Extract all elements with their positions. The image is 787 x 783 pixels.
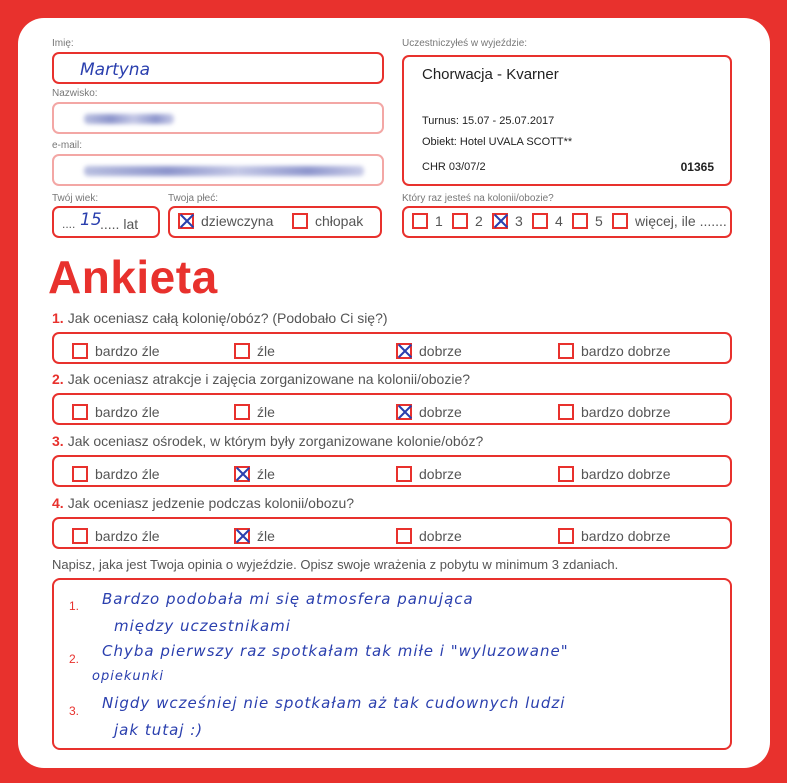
checkbox[interactable] — [558, 404, 574, 420]
surname-field[interactable] — [52, 102, 384, 134]
redacted-email — [84, 166, 364, 176]
q1-option-dobrze[interactable]: dobrze — [396, 343, 462, 359]
trip-obiekt: Obiekt: Hotel UVALA SCOTT** — [422, 136, 573, 148]
checkbox[interactable] — [72, 404, 88, 420]
q1-option-bardzo-zle[interactable]: bardzo źle — [72, 343, 160, 359]
checkbox[interactable] — [452, 213, 468, 229]
checkbox[interactable] — [72, 466, 88, 482]
email-field[interactable] — [52, 154, 384, 186]
opinion-3-line1: Nigdy wcześniej nie spotkałam aż tak cudownych ludzi — [102, 694, 566, 712]
question-3-options — [52, 455, 732, 487]
opinion-prompt: Napisz, jaka jest Twoja opinia o wyjeździe. Opisz swoje wrażenia z pobytu w minimum 3 zdaniach. — [52, 557, 619, 572]
opinion-num-3: 3. — [69, 704, 80, 718]
q3-option-zle[interactable]: źle — [234, 466, 275, 482]
question-2-options — [52, 393, 732, 425]
q1-option-bardzo-dobrze[interactable]: bardzo dobrze — [558, 343, 671, 359]
checkbox[interactable] — [72, 528, 88, 544]
trip-turnus: Turnus: 15.07 - 25.07.2017 — [422, 115, 555, 127]
gender-field — [168, 206, 382, 238]
question-3: 3. Jak oceniasz ośrodek, w którym były zorganizowane kolonie/obóz? — [52, 433, 484, 449]
surname-label: Nazwisko: — [52, 88, 98, 99]
q2-option-dobrze[interactable]: dobrze — [396, 404, 462, 420]
q3-option-bardzo-dobrze[interactable]: bardzo dobrze — [558, 466, 671, 482]
checkbox[interactable] — [292, 213, 308, 229]
times-option-5[interactable]: 5 — [572, 213, 603, 229]
checkbox-checked[interactable] — [396, 343, 412, 359]
redacted-surname — [84, 114, 174, 124]
opinion-3-line2: jak tutaj :) — [114, 721, 204, 739]
times-option-more[interactable]: więcej, ile ....... — [612, 213, 727, 229]
question-1: 1. Jak oceniasz całą kolonię/obóz? (Podobało Ci się?) — [52, 310, 388, 326]
question-4-options — [52, 517, 732, 549]
opinion-1-line2: między uczestnikami — [114, 617, 291, 635]
q4-option-bardzo-dobrze[interactable]: bardzo dobrze — [558, 528, 671, 544]
question-2: 2. Jak oceniasz atrakcje i zajęcia zorganizowane na kolonii/obozie? — [52, 371, 471, 387]
checkbox[interactable] — [558, 343, 574, 359]
email-label: e-mail: — [52, 140, 83, 151]
times-label: Który raz jesteś na kolonii/obozie? — [402, 193, 554, 204]
times-option-2[interactable]: 2 — [452, 213, 483, 229]
checkbox[interactable] — [234, 404, 250, 420]
times-field — [402, 206, 732, 238]
q2-option-bardzo-dobrze[interactable]: bardzo dobrze — [558, 404, 671, 420]
question-1-options — [52, 332, 732, 364]
name-field[interactable] — [52, 52, 384, 84]
name-value: Martyna — [80, 60, 150, 80]
checkbox[interactable] — [396, 466, 412, 482]
checkbox-checked[interactable] — [396, 404, 412, 420]
trip-info-box — [402, 55, 732, 186]
trip-code: CHR 03/07/2 — [422, 161, 486, 173]
checkbox[interactable] — [572, 213, 588, 229]
gender-label: Twoja płeć: — [168, 193, 219, 204]
q2-option-bardzo-zle[interactable]: bardzo źle — [72, 404, 160, 420]
opinion-1-line1: Bardzo podobała mi się atmosfera panująca — [102, 590, 474, 608]
times-option-4[interactable]: 4 — [532, 213, 563, 229]
name-label: Imię: — [52, 38, 74, 49]
checkbox[interactable] — [72, 343, 88, 359]
age-prefix: .... — [62, 217, 76, 231]
q4-option-bardzo-zle[interactable]: bardzo źle — [72, 528, 160, 544]
q2-option-zle[interactable]: źle — [234, 404, 275, 420]
question-4: 4. Jak oceniasz jedzenie podczas kolonii/obozu? — [52, 495, 355, 511]
checkbox-checked[interactable] — [492, 213, 508, 229]
checkbox[interactable] — [558, 528, 574, 544]
age-label: Twój wiek: — [52, 193, 99, 204]
age-suffix: ..... lat — [100, 216, 139, 232]
q3-option-bardzo-zle[interactable]: bardzo źle — [72, 466, 160, 482]
checkbox-checked[interactable] — [178, 213, 194, 229]
checkbox[interactable] — [234, 343, 250, 359]
checkbox[interactable] — [558, 466, 574, 482]
survey-title: Ankieta — [48, 251, 218, 303]
times-option-1[interactable]: 1 — [412, 213, 443, 229]
q1-option-zle[interactable]: źle — [234, 343, 275, 359]
opinion-answer-box[interactable] — [52, 578, 732, 750]
checkbox[interactable] — [412, 213, 428, 229]
q4-option-dobrze[interactable]: dobrze — [396, 528, 462, 544]
checkbox[interactable] — [396, 528, 412, 544]
times-option-3[interactable]: 3 — [492, 213, 523, 229]
opinion-num-1: 1. — [69, 599, 80, 613]
trip-destination: Chorwacja - Kvarner — [422, 66, 559, 83]
opinion-2-line1: Chyba pierwszy raz spotkałam tak miłe i "wyluzowane" — [102, 642, 569, 660]
opinion-2-line2: opiekunki — [92, 669, 164, 684]
gender-male[interactable]: chłopak — [292, 213, 363, 229]
trip-label: Uczestniczyłeś w wyjeździe: — [402, 38, 528, 49]
gender-female[interactable]: dziewczyna — [178, 213, 273, 229]
checkbox-checked[interactable] — [234, 528, 250, 544]
checkbox[interactable] — [612, 213, 628, 229]
trip-number: 01365 — [680, 160, 714, 174]
checkbox[interactable] — [532, 213, 548, 229]
checkbox-checked[interactable] — [234, 466, 250, 482]
q4-option-zle[interactable]: źle — [234, 528, 275, 544]
opinion-num-2: 2. — [69, 652, 80, 666]
age-field[interactable] — [52, 206, 160, 238]
age-value: 15 — [80, 210, 102, 230]
q3-option-dobrze[interactable]: dobrze — [396, 466, 462, 482]
